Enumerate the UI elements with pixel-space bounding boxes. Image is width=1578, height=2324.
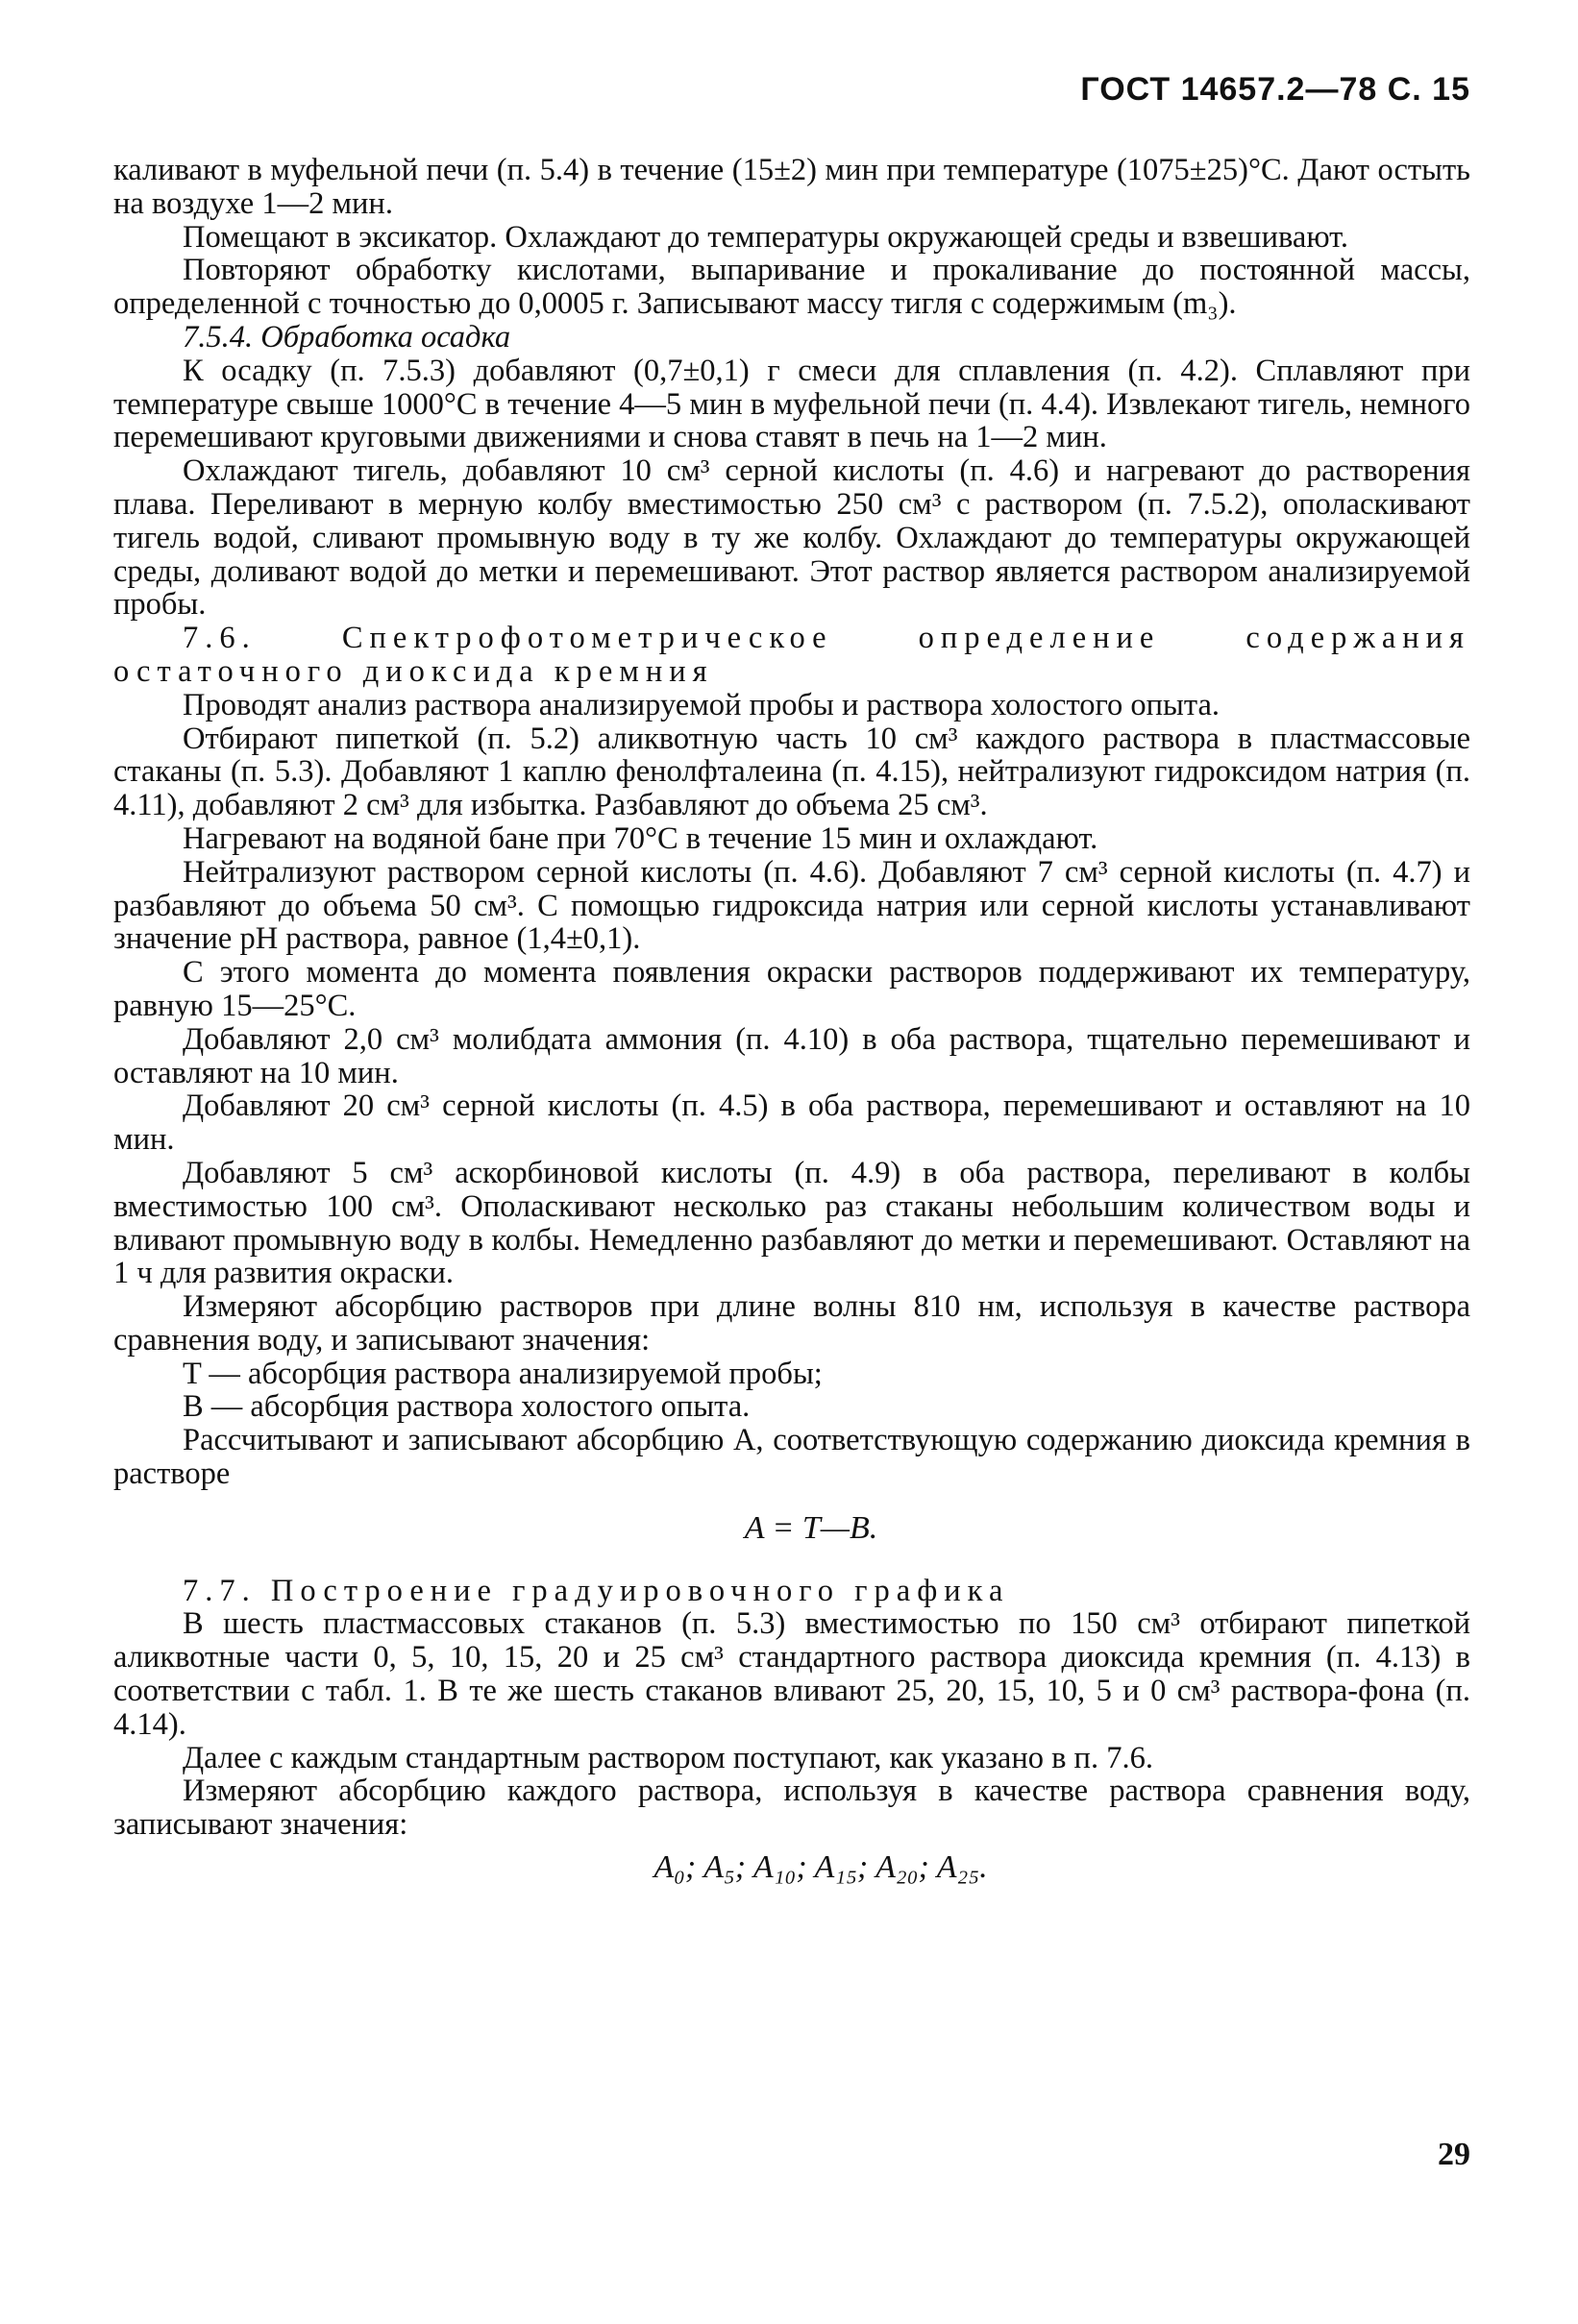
paragraph: Нагревают на водяной бане при 70°С в течение 15 мин и охлаждают.: [183, 820, 1098, 856]
paragraph: Нейтрализуют раствором серной кислоты (п. 4.6). Добавляют 7 см³ серной кислоты (п. 4.7) и разбавляют до объема 50 см³. С помощью гидроксида натрия или серной кислоты устанавливают значение pH раствора, равное (1,4±0,1).: [113, 854, 1470, 957]
paragraph: Добавляют 5 см³ аскорбиновой кислоты (п. 4.9) в оба раствора, переливают в колбы вместимостью 100 см³. Ополаскивают несколько раз стаканы небольшим количеством воды и вливают промывную воду в колбы. Немедленно разбавляют до метки и перемешивают. Оставляют на 1 ч для развития окраски.: [113, 1155, 1470, 1291]
definition-t: T — абсорбция раствора анализируемой пробы;: [183, 1356, 823, 1391]
section-heading-7-7: 7.7. Построение градуировочного графика: [183, 1573, 1010, 1608]
paragraph: Отбирают пипеткой (п. 5.2) аликвотную часть 10 см³ каждого раствора в пластмассовые стаканы (п. 5.3). Добавляют 1 каплю фенолфталеина (п. 4.15), нейтрализуют гидроксидом натрия (п. 4.11), добавляют 2 см³ для избытка. Разбавляют до объема 25 см³.: [113, 721, 1470, 823]
paragraph: Измеряют абсорбцию растворов при длине волны 810 нм, используя в качестве раствора сравнения воду, и записывают значения:: [113, 1289, 1470, 1358]
section-heading-7-5-4: 7.5.4. Обработка осадка: [183, 319, 511, 355]
formula-absorption: A = T—B.: [744, 1509, 878, 1546]
page-header: ГОСТ 14657.2—78 С. 15: [1080, 71, 1470, 108]
document-body: [113, 154, 1470, 1885]
paragraph: Измеряют абсорбцию каждого раствора, используя в качестве раствора сравнения воду, записывают значения:: [113, 1774, 1470, 1843]
section-heading-7-6: 7.6. Спектрофотометрическое определение содержания остаточного диоксида кремния: [113, 621, 1470, 689]
page-number: 29: [1438, 2137, 1470, 2172]
paragraph: В шесть пластмассовых стаканов (п. 5.3) вместимостью по 150 см³ отбирают пипеткой аликвотные части 0, 5, 10, 15, 20 и 25 см³ стандартного раствора диоксида кремния (п. 4.13) в соответствии с табл. 1. В те же шесть стаканов вливают 25, 20, 15, 10, 5 и 0 см³ раствора-фона (п. 4.14).: [113, 1606, 1470, 1742]
paragraph-continuation: каливают в муфельной печи (п. 5.4) в течение (15±2) мин при температуре (1075±25)°С. Дают остыть на воздухе 1—2 мин.: [113, 153, 1470, 221]
paragraph: Далее с каждым стандартным раствором поступают, как указано в п. 7.6.: [183, 1740, 1153, 1775]
paragraph: Охлаждают тигель, добавляют 10 см³ серной кислоты (п. 4.6) и нагревают до растворения плава. Переливают в мерную колбу вместимостью 250 см³ с раствором (п. 7.5.2), ополаскивают тигель водой, сливают промывную воду в ту же колбу. Охлаждают до температуры окружающей среды, доливают водой до метки и перемешивают. Этот раствор является раствором анализируемой пробы.: [113, 453, 1470, 623]
paragraph: Рассчитывают и записывают абсорбцию А, соответствующую содержанию диоксида кремния в растворе: [113, 1423, 1470, 1492]
formula-absorption-list: A₀; A₅; A₁₀; A₁₅; A₂₀; A₂₅.: [653, 1849, 988, 1886]
paragraph: Добавляют 2,0 см³ молибдата аммония (п. 4.10) в оба раствора, тщательно перемешивают и оставляют на 10 мин.: [113, 1021, 1470, 1090]
paragraph: Проводят анализ раствора анализируемой пробы и раствора холостого опыта.: [183, 687, 1220, 722]
definition-b: B — абсорбция раствора холостого опыта.: [183, 1389, 751, 1425]
paragraph: Помещают в эксикатор. Охлаждают до температуры окружающей среды и взвешивают.: [183, 219, 1349, 255]
paragraph: Добавляют 20 см³ серной кислоты (п. 4.5) в оба раствора, перемешивают и оставляют на 10 мин.: [113, 1089, 1470, 1158]
paragraph: Повторяют обработку кислотами, выпаривание и прокаливание до постоянной массы, определенной с точностью до 0,0005 г. Записывают массу тигля с содержимым (m₃).: [113, 253, 1470, 322]
paragraph: К осадку (п. 7.5.3) добавляют (0,7±0,1) г смеси для сплавления (п. 4.2). Сплавляют при температуре свыше 1000°С в течение 4—5 мин в муфельной печи (п. 4.4). Извлекают тигель, немного перемешивают круговыми движениями и снова ставят в печь на 1—2 мин.: [113, 353, 1470, 455]
paragraph: С этого момента до момента появления окраски растворов поддерживают их температуру, равную 15—25°С.: [113, 955, 1470, 1023]
